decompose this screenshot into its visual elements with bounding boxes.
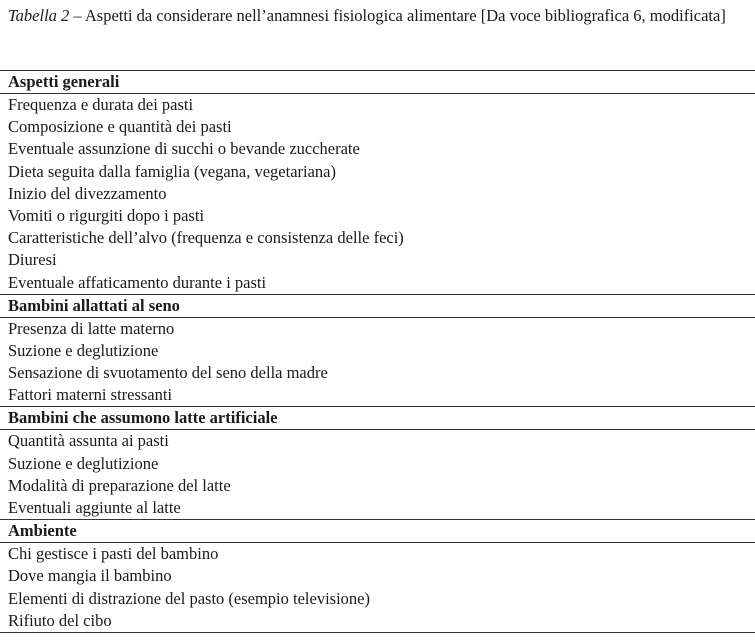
table-row: Vomiti o rigurgiti dopo i pasti [8, 205, 205, 225]
table-caption [8, 4, 755, 27]
table-row: Rifiuto del cibo [8, 610, 112, 630]
table-row: Composizione e quantità dei pasti [8, 117, 232, 137]
section-bambini-latte-artificiale [0, 406, 755, 519]
table-row: Dove mangia il bambino [8, 566, 172, 586]
section-bambini-allattati-al-seno [0, 294, 755, 407]
table-row: Presenza di latte materno [8, 318, 175, 338]
table-row: Sensazione di svuotamento del seno della madre [8, 363, 328, 383]
table-row: Frequenza e durata dei pasti [8, 95, 194, 114]
table-row: Eventuali aggiunte al latte [8, 498, 181, 517]
section-header: Ambiente [0, 520, 755, 543]
table-row: Caratteristiche dell’alvo (frequenza e consistenza delle feci) [8, 228, 404, 248]
table-row: Inizio del divezzamento [8, 183, 167, 203]
table-row: Modalità di preparazione del latte [8, 475, 231, 495]
table [0, 70, 755, 633]
table-row: Dieta seguita dalla famiglia (vegana, vegetariana) [8, 161, 337, 181]
table-bottom-rule [0, 632, 755, 633]
section-header: Bambini che assumono latte artificiale [0, 407, 755, 430]
table-row: Fattori materni stressanti [8, 385, 173, 405]
section-aspetti-generali [0, 71, 755, 294]
section-header: Bambini allattati al seno [0, 295, 755, 318]
table-row: Elementi di distrazione del pasto (esempio televisione) [8, 588, 370, 608]
section-header: Aspetti generali [0, 71, 755, 94]
table-row: Eventuale assunzione di succhi o bevande zuccherate [8, 139, 360, 159]
table-row: Suzione e deglutizione [8, 340, 159, 360]
caption-label: Tabella 2 [8, 6, 70, 25]
table-row: Diuresi [8, 250, 57, 270]
table-row: Quantità assunta ai pasti [8, 431, 169, 451]
section-ambiente [0, 519, 755, 632]
caption-text: – Aspetti da considerare nell’anamnesi fisiologica alimentare [Da voce bibliografica 6, modificata] [69, 6, 726, 25]
table-row: Eventuale affaticamento durante i pasti [8, 272, 267, 292]
table-row: Suzione e deglutizione [8, 453, 159, 473]
table-row: Chi gestisce i pasti del bambino [8, 544, 219, 564]
